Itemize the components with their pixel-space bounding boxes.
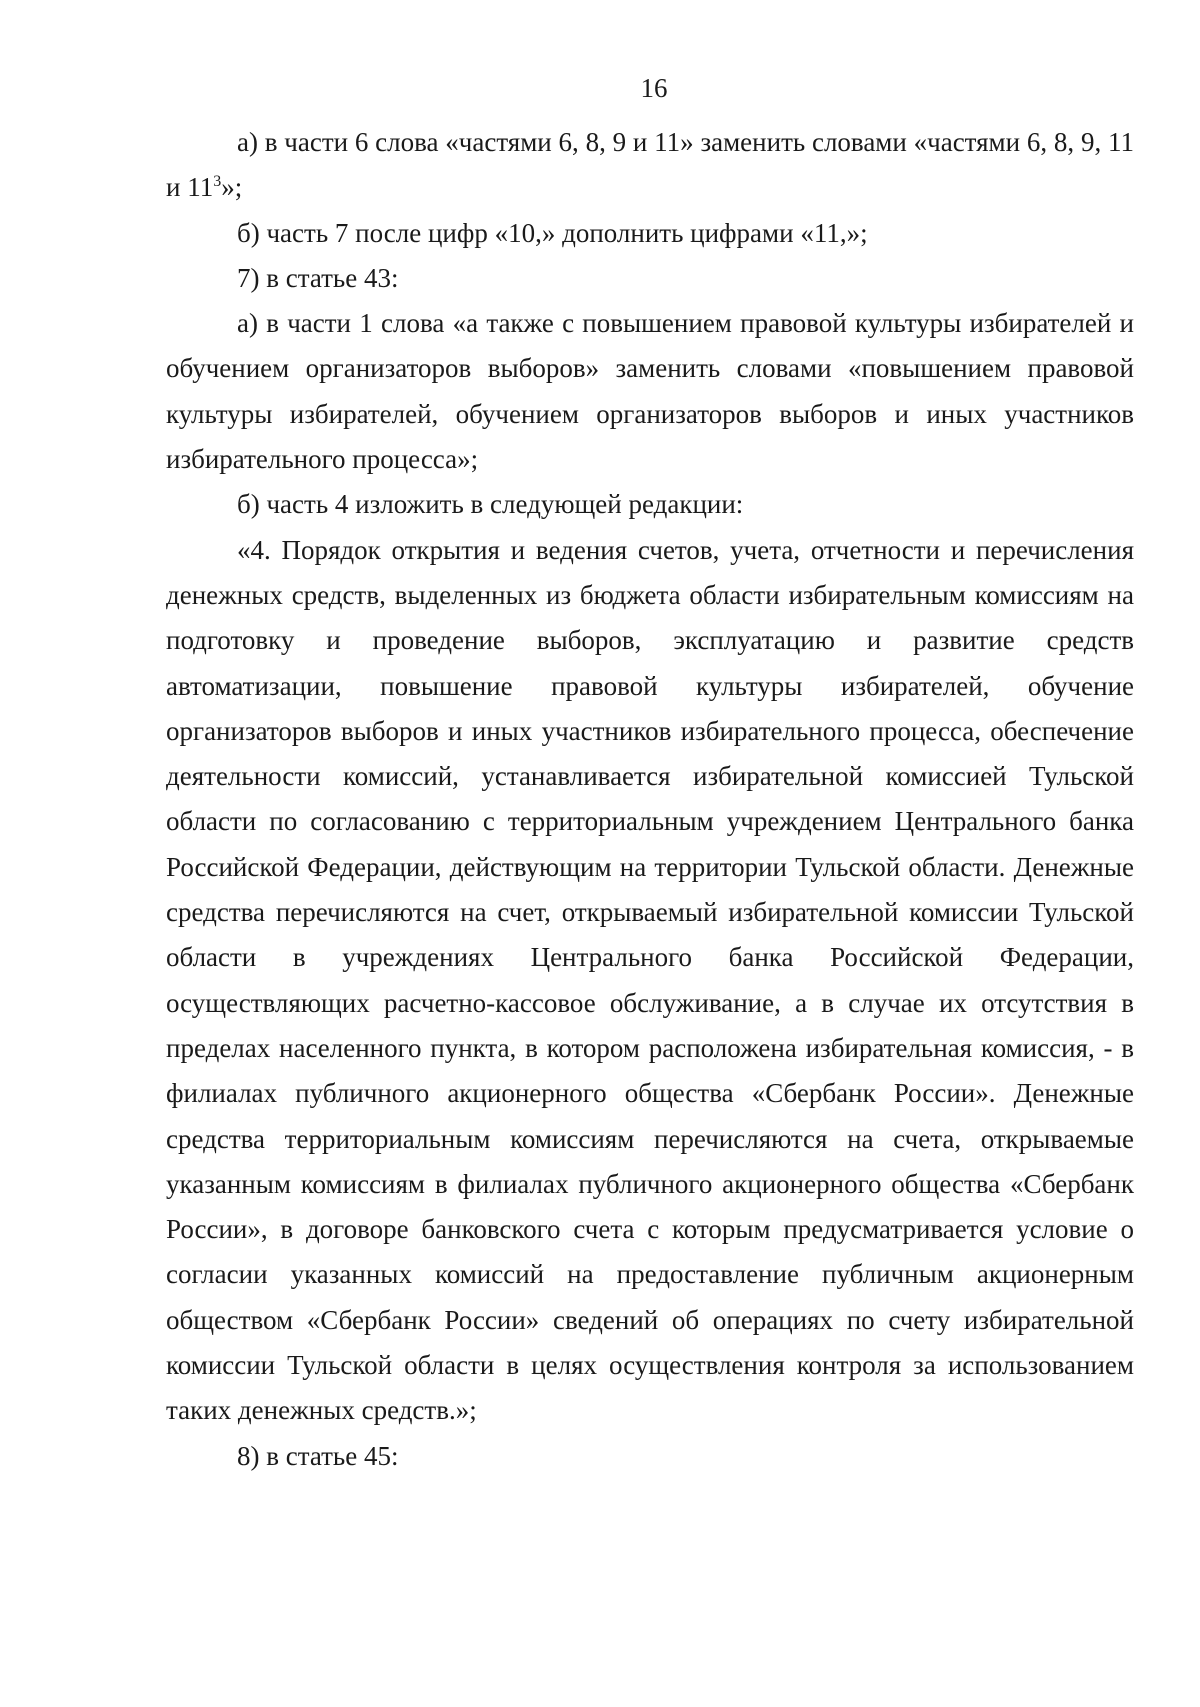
paragraph-amend-part-4: б) часть 4 изложить в следующей редакции: [237,489,744,520]
paragraph-article-45: 8) в статье 45: [237,1440,399,1471]
paragraph-amend-part-1: а) в части 1 слова «а также с повышением правовой культуры избирателей и обучением организаторов выборов» заменить словами «повышением правовой культуры избирателей, обучением организаторов выборов и иных участников избирательного процесса»; [166,308,1134,475]
paragraph-text: а) в части 6 слова «частями 6, 8, 9 и 11» заменить словами «частями 6, 8, 9, 11 и 11 [166,127,1134,203]
paragraph-amend-part-7: б) часть 7 после цифр «10,» дополнить цифрами «11,»; [237,217,868,248]
document-body [166,120,1134,1479]
paragraph-new-part-4-text: «4. Порядок открытия и ведения счетов, учета, отчетности и перечисления денежных средств, выделенных из бюджета области избирательным комиссиям на подготовку и проведение выборов, эксплуатацию и развитие средств автоматизации, повышение правовой культуры избирателей, обучение организаторов выборов и иных участников избирательного процесса, обеспечение деятельности комиссий, устанавливается избирательной комиссией Тульской области по согласованию с территориальным учреждением Центрального банка Российской Федерации, действующим на территории Тульской области. Денежные средства перечисляются на счет, открываемый избирательной комиссии Тульской области в учреждениях Центрального банка Российской Федерации, осуществляющих расчетно-кассовое обслуживание, а в случае их отсутствия в пределах населенного пункта, в котором расположена избирательная комиссия, - в филиалах публичного акционерного общества «Сбербанк России». Денежные средства территориальным комиссиям перечисляются на счета, открываемые указанным комиссиям в филиалах публичного акционерного общества «Сбербанк России», в договоре банковского счета с которым предусматривается условие о согласии указанных комиссий на предоставление публичным акционерным обществом «Сбербанк России» сведений об операциях по счету избирательной комиссии Тульской области в целях осуществления контроля за использованием таких денежных средств.»; [166,534,1134,1426]
superscript-index: 3 [213,173,222,191]
page-number: 16 [640,73,668,103]
paragraph-amend-part-6 [166,120,1134,211]
paragraph-article-43: 7) в статье 43: [237,262,399,293]
paragraph-text-tail: »; [221,172,243,203]
